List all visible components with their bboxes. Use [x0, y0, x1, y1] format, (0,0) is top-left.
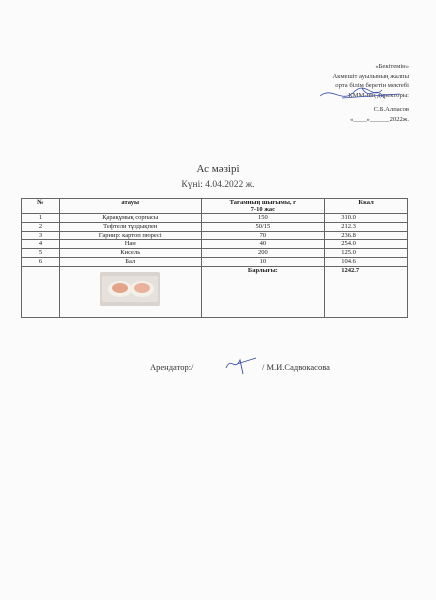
table-row — [22, 222, 408, 231]
header-number: № — [22, 199, 60, 214]
table-row — [22, 249, 408, 258]
meal-photo — [100, 272, 160, 306]
empty-cell — [22, 266, 60, 317]
dish-name: Тефтели тұздықпен — [59, 222, 201, 231]
dish-portion: 40 — [201, 240, 325, 249]
dish-name: Қарақұмық сорпасы — [59, 214, 201, 223]
dish-name: Нан — [59, 240, 201, 249]
total-value: 1242.7 — [325, 266, 408, 317]
header-kcal: Ккал — [325, 199, 408, 214]
dish-name: Кисель — [59, 249, 201, 258]
meal-photo-cell — [59, 266, 201, 317]
header-name: атауы — [59, 199, 201, 214]
row-number: 1 — [22, 214, 60, 223]
approval-line: КММ-нің директоры: — [348, 91, 409, 99]
dish-kcal: 125.0 — [325, 249, 408, 258]
total-row — [22, 266, 408, 317]
table-row — [22, 257, 408, 266]
tenant-name: / М.И.Садвокасова — [262, 362, 330, 372]
table-row — [22, 231, 408, 240]
row-number: 2 — [22, 222, 60, 231]
director-signature-image — [312, 82, 412, 108]
dish-kcal: 104.6 — [325, 257, 408, 266]
approval-line: орта білім беретін мектебі — [335, 82, 409, 90]
row-number: 5 — [22, 249, 60, 258]
dish-portion: 150 — [201, 214, 325, 223]
tenant-label: Арендатор:/ — [150, 362, 194, 372]
row-number: 4 — [22, 240, 60, 249]
table-row — [22, 214, 408, 223]
menu-table — [21, 198, 408, 318]
dish-name: Бал — [59, 257, 201, 266]
approval-line: Акмешіт ауылының жалпы — [332, 72, 409, 80]
dish-name: Гарнир: картоп пюресі — [59, 231, 201, 240]
dish-portion: 200 — [201, 249, 325, 258]
dish-kcal: 236.8 — [325, 231, 408, 240]
page-title: Ас мәзірі — [196, 163, 240, 175]
menu-date: Күні: 4.04.2022 ж. — [181, 180, 255, 190]
total-label: Барлығы: — [201, 266, 325, 317]
row-number: 6 — [22, 257, 60, 266]
dish-portion: 70 — [201, 231, 325, 240]
approval-line: «Бекітемін» — [375, 63, 409, 70]
dish-kcal: 254.0 — [325, 240, 408, 249]
approval-line: С.Б.Алпасов — [373, 106, 409, 114]
approval-line: «____»______2022ж. — [350, 115, 409, 123]
table-row — [22, 240, 408, 249]
dish-portion: 50/15 — [201, 222, 325, 231]
dish-portion: 10 — [201, 257, 325, 266]
header-portion: Тағамның шығымы, г 7-10 жас — [201, 199, 325, 214]
tenant-signature-image — [223, 354, 259, 376]
table-header-row — [22, 199, 408, 214]
row-number: 3 — [22, 231, 60, 240]
dish-kcal: 310.0 — [325, 214, 408, 223]
dish-kcal: 212.3 — [325, 222, 408, 231]
